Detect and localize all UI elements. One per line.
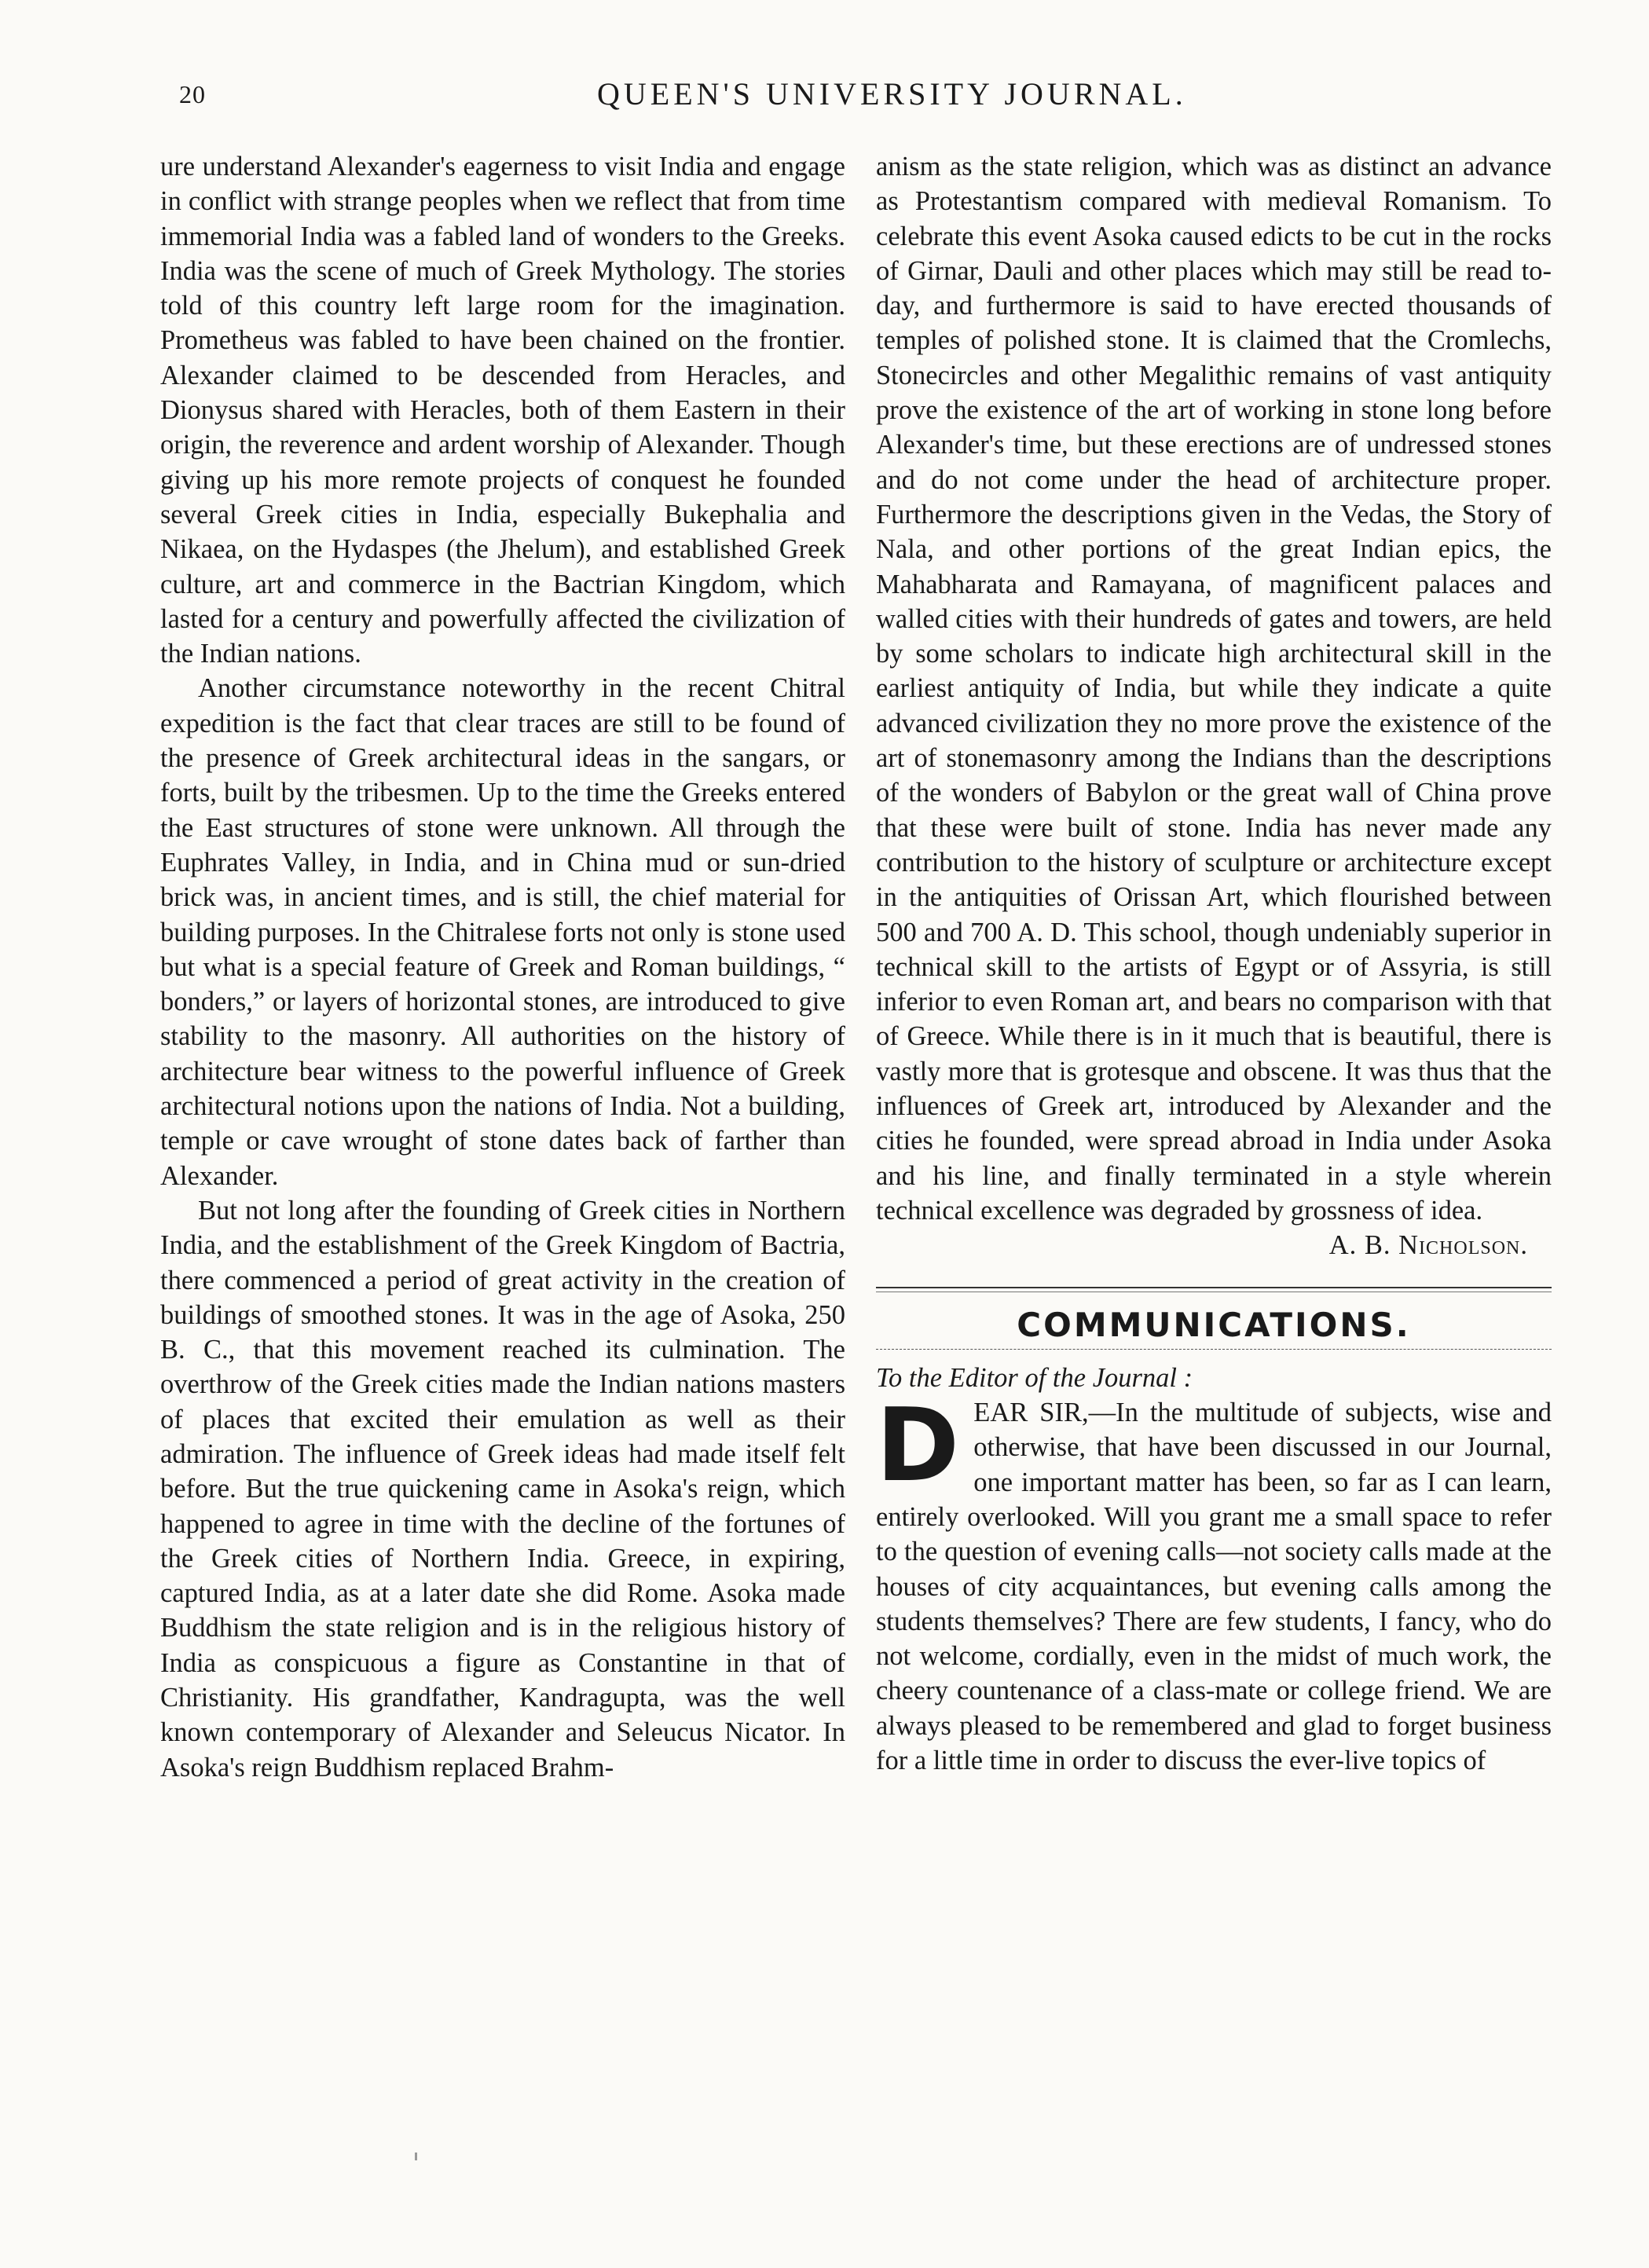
left-column <box>160 149 845 1785</box>
letter-text: EAR SIR,—In the multitude of subjects, wise and otherwise, that have been discussed in our Journal, one important matter has been, so far as I can learn, entirely overlooked. Will you grant me a small space to refer to the question of evening calls—not society calls made at the houses of city acquaintances, but evening calls among the students themselves? There are few students, I fancy, who do not welcome, cordially, even in the midst of much work, the cheery countenance of a class-mate or college friend. We are always pleased to be remembered and glad to forget business for a little time in order to discuss the ever-live topics of <box>876 1398 1552 1776</box>
drop-cap: D <box>876 1387 960 1505</box>
divider <box>876 1287 1552 1292</box>
paragraph: But not long after the founding of Greek cities in Northern India, and the establishment of the Greek Kingdom of Bactria, there commenced a period of great activity in the creation of buildings of smoothed stones. It was in the age of Asoka, 250 B. C., that this movement reached its culmination. The overthrow of the Greek cities made the Indian nations masters of places that excited their emulation as well as their admiration. The influence of Greek ideas had made itself felt before. But the true quickening came in Asoka's reign, which happened to agree in time with the decline of the fortunes of the Greek cities of Northern India. Greece, in expiring, captured India, as at a later date she did Rome. Asoka made Buddhism the state religion and is in the religious history of India as conspicuous a figure as Constantine in that of Christianity. His grandfather, Kandragupta, was the well known contemporary of Alexander and Seleucus Nicator. In Asoka's reign Buddhism replaced Brahm- <box>160 1195 845 1783</box>
paragraph: Another circumstance noteworthy in the recent Chitral expedition is the fact that clear traces are still to be found of the presence of Greek architectural ideas in the sangars, or forts, built by the tribesmen. Up to the time the Greeks entered the East structures of stone were unknown. All through the Euphrates Valley, in India, and in China mud or sun-dried brick was, in ancient times, and is still, the chief material for building purposes. In the Chitralese forts not only is stone used but what is a special feature of Greek and Roman buildings, “ bonders,” or layers of horizontal stones, are introduced to give stability to the masonry. All authorities on the history of architecture bear witness to the powerful influence of Greek architectural notions upon the nations of India. Not a building, temple or cave wrought of stone dates back of farther than Alexander. <box>160 673 845 1191</box>
letter-body <box>876 1387 1552 1778</box>
right-column <box>876 149 1552 1778</box>
printer-mark <box>415 2153 417 2160</box>
salutation: To the Editor of the Journal : <box>876 1362 1193 1393</box>
author-signature: A. B. Nicholson. <box>1328 1230 1528 1261</box>
running-head: QUEEN'S UNIVERSITY JOURNAL. <box>597 76 1187 112</box>
paragraph: anism as the state religion, which was as distinct an advance as Protestantism compared with medieval Romanism. To celebrate this event Asoka caused edicts to be cut in the rocks of Girnar, Dauli and other places which may still be read to-day, and furthermore is said to have erected thousands of temples of polished stone. It is claimed that the Cromlechs, Stonecircles and other Megalithic remains of vast antiquity prove the existence of the art of working in stone long before Alexander's time, but these erections are of undressed stones and do not come under the head of architecture proper. Furthermore the descriptions given in the Vedas, the Story of Nala, and other portions of the great Indian epics, the Mahabharata and Ramayana, of magnificent palaces and walled cities with their hundreds of gates and towers, are held by some scholars to indicate high architectural skill in the earliest antiquity of India, but while they indicate a quite advanced civilization they no more prove the existence of the art of stonemasonry among the Indians than the descriptions of the wonders of Babylon or the great wall of China prove that these were built of stone. India has never made any contribution to the history of sculpture or architecture except in the antiquities of Orissan Art, which flourished between 500 and 700 A. D. This school, though undeniably superior in technical skill to the artists of Egypt or of Assyria, is still inferior to even Roman art, and bears no comparison with that of Greece. While there is in it much that is beautiful, there is vastly more that is grotesque and obscene. It was thus that the influences of Greek art, introduced by Alexander and the cities he founded, were spread abroad in India under Asoka and his line, and finally terminated in a style wherein technical excellence was degraded by grossness of idea. <box>876 152 1552 1226</box>
page-number: 20 <box>179 80 206 108</box>
paragraph: ure understand Alexander's eagerness to visit India and engage in conflict with strange peoples when we reflect that from time immemorial India was a fabled land of wonders to the Greeks. India was the scene of much of Greek Mythology. The stories told of this country left large room for the imagination. Prometheus was fabled to have been chained on the frontier. Alexander claimed to be descended from Heracles, and Dionysus shared with Heracles, both of them Eastern in their origin, the reverence and ardent worship of Alexander. Though giving up his more remote projects of conquest he founded several Greek cities in India, especially Bukephalia and Nikaea, on the Hydaspes (the Jhelum), and established Greek culture, art and commerce in the Bactrian Kingdom, which lasted for a century and powerfully affected the civilization of the Indian nations. <box>160 152 845 669</box>
divider <box>876 1349 1552 1350</box>
section-heading: COMMUNICATIONS. <box>1017 1305 1411 1344</box>
